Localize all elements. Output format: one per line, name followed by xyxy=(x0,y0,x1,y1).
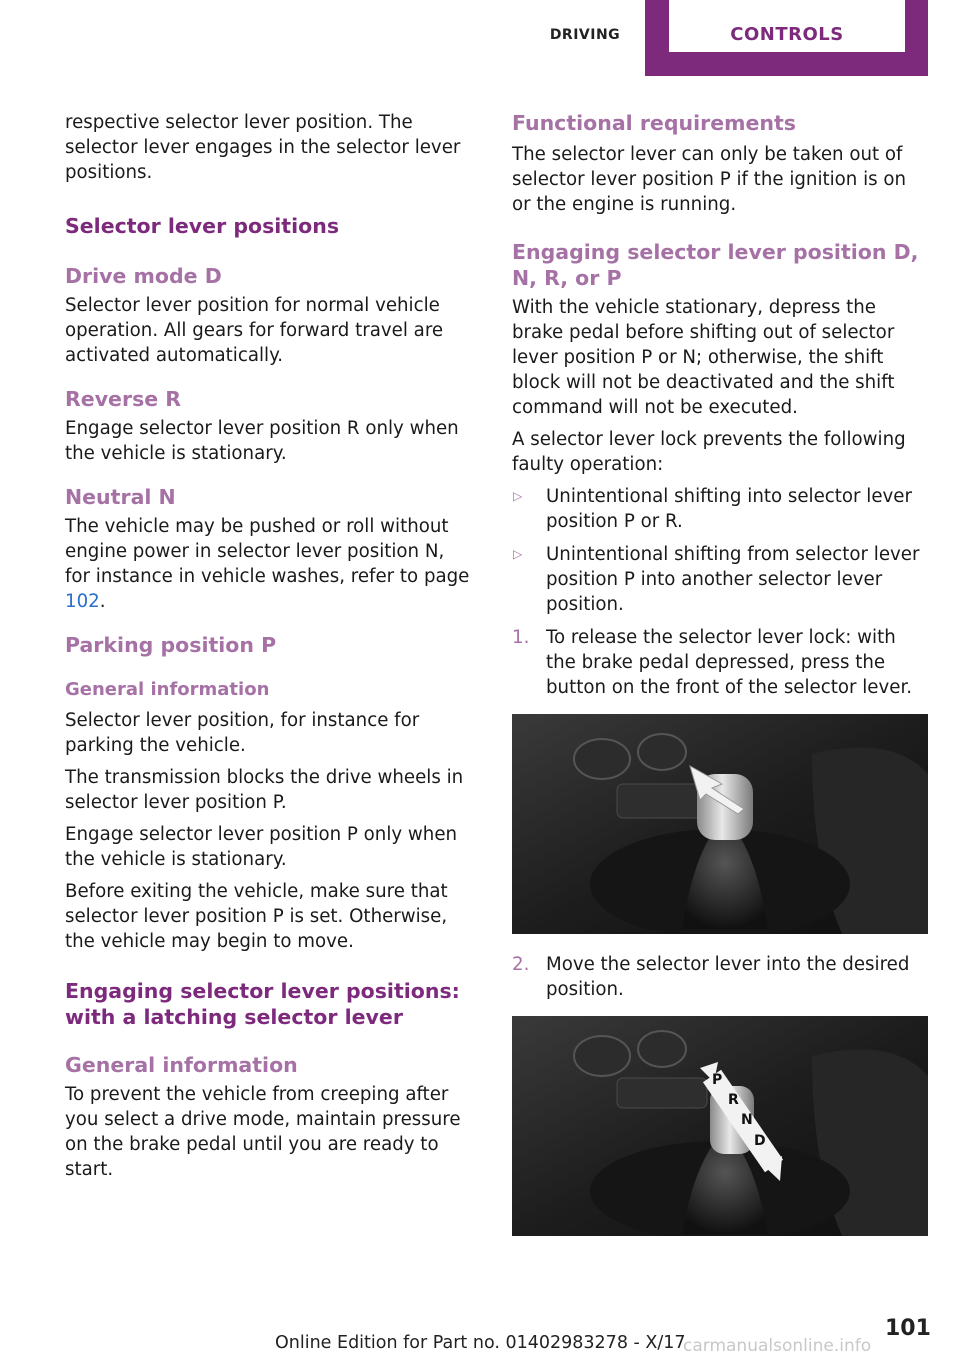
list-item-text: Unintentional shifting from selector lever position P into another selector lever position. xyxy=(546,544,920,615)
step-item xyxy=(512,625,928,700)
selector-lever-button-illustration xyxy=(512,714,928,934)
lock-intro-text: A selector lever lock prevents the following faulty operation: xyxy=(512,429,906,475)
list-item xyxy=(512,484,928,534)
gear-letter-n: N xyxy=(741,1112,753,1128)
chapter-tab-label xyxy=(669,0,905,52)
edition-footer: Online Edition for Part no. 01402983278 - X/17 xyxy=(275,1333,686,1353)
heading-neutral: Neutral N xyxy=(65,485,176,509)
parking-text-3: Engage selector lever position P only when the vehicle is stationary. xyxy=(65,824,458,870)
functional-text: The selector lever can only be taken out of selector lever position P if the ignition is on or the engine is running. xyxy=(512,144,907,215)
heading-parking: Parking position P xyxy=(65,633,277,657)
parking-text-2: The transmission blocks the drive wheels in selector lever position P. xyxy=(65,767,464,813)
triangle-bullet-icon: ▷ xyxy=(513,489,523,503)
parking-text-4: Before exiting the vehicle, make sure that selector lever position P is set. Otherwise, the vehicle may begin to move. xyxy=(65,881,448,952)
neutral-text xyxy=(65,514,473,614)
list-item-text: Unintentional shifting into selector lever position P or R. xyxy=(546,486,912,532)
triangle-bullet-icon: ▷ xyxy=(513,547,523,561)
heading-general-info-parking: General information xyxy=(65,679,270,700)
page-header xyxy=(0,0,960,80)
gear-letter-d: D xyxy=(754,1133,766,1149)
page-link-102[interactable]: 102 xyxy=(65,591,100,612)
heading-drive-mode: Drive mode D xyxy=(65,264,222,288)
selector-lever-button-photo xyxy=(512,714,928,934)
left-column xyxy=(65,110,473,1189)
step-text: Move the selector lever into the desired position. xyxy=(546,954,910,1000)
engaging-text: With the vehicle stationary, depress the brake pedal before shifting out of selector lever position P or N; otherwise, the shift block will not be deactivated and the shift command will not be executed. xyxy=(512,297,895,418)
right-column xyxy=(512,110,928,1254)
heading-engaging-positions: Engaging selector lever position D, N, R, or P xyxy=(512,240,919,290)
neutral-text-b: . xyxy=(99,591,106,612)
faulty-operation-list xyxy=(512,484,928,617)
neutral-text-a: The vehicle may be pushed or roll without engine power in selector lever position N, for instance in vehicle washes, refer to page xyxy=(65,516,470,587)
gear-letter-r: R xyxy=(728,1092,739,1108)
step-list-2 xyxy=(512,952,928,1002)
step-list-1 xyxy=(512,625,928,700)
latching-text: To prevent the vehicle from creeping after you select a drive mode, maintain pressure on the brake pedal until you are ready to start. xyxy=(65,1084,461,1180)
list-item xyxy=(512,542,928,617)
heading-latching: Engaging selector lever positions: with a latching selector lever xyxy=(65,979,460,1029)
heading-general-info-latching: General information xyxy=(65,1053,298,1077)
watermark: carmanualsonline.info xyxy=(683,1336,872,1356)
parking-text-1: Selector lever position, for instance for parking the vehicle. xyxy=(65,710,420,756)
step-number: 1. xyxy=(512,627,530,648)
section-label: DRIVING xyxy=(549,27,621,43)
selector-lever-positions-illustration xyxy=(512,1016,928,1236)
gear-letter-p: P xyxy=(712,1072,723,1088)
reverse-text: Engage selector lever position R only when the vehicle is stationary. xyxy=(65,418,459,464)
heading-selector-lever-positions: Selector lever positions xyxy=(65,214,340,238)
heading-functional-requirements: Functional requirements xyxy=(512,111,797,135)
step-number: 2. xyxy=(512,954,530,975)
selector-lever-positions-photo xyxy=(512,1016,928,1236)
drive-mode-text: Selector lever position for normal vehicle operation. All gears for forward travel are activated automatically. xyxy=(65,295,444,366)
page-number: 101 xyxy=(885,1316,931,1341)
chapter-tab-text: CONTROLS xyxy=(730,24,844,45)
step-item xyxy=(512,952,928,1002)
heading-reverse: Reverse R xyxy=(65,387,182,411)
intro-paragraph: respective selector lever position. The selector lever engages in the selector lever positions. xyxy=(65,112,461,183)
chapter-tab xyxy=(645,0,928,76)
step-text: To release the selector lever lock: with the brake pedal depressed, press the button on the front of the selector lever. xyxy=(546,627,913,698)
